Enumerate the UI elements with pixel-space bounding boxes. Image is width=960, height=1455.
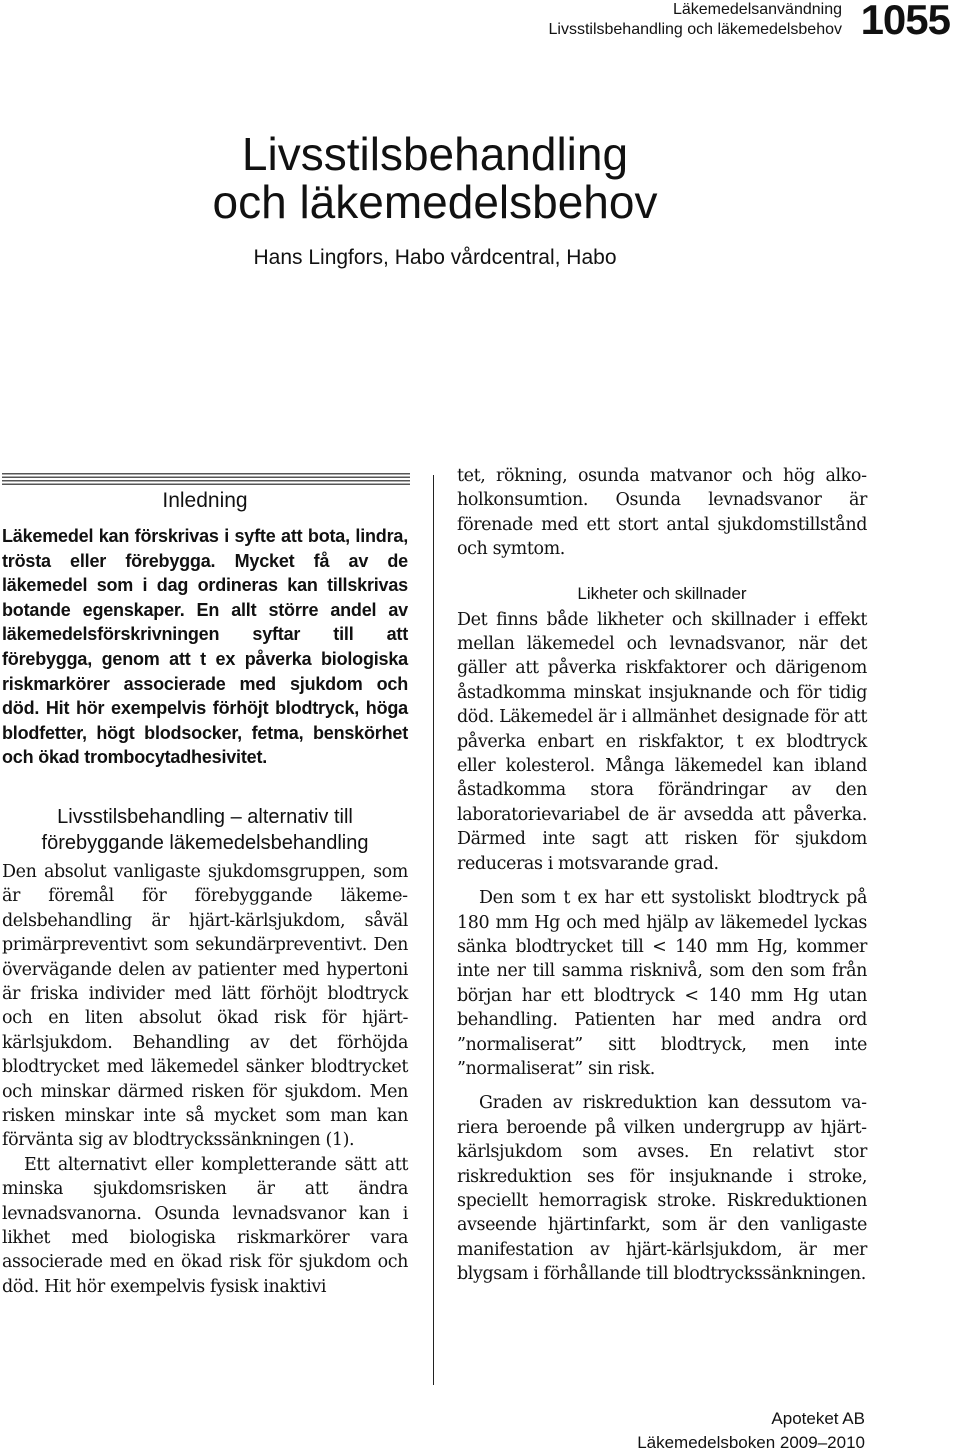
column-divider <box>433 475 434 1385</box>
running-head-section: Läkemedelsanvändning <box>672 1 842 18</box>
section2-paragraph-1: Det finns både likheter och skillnader i effekt mellan läkemedel och levnadsvanor, när det gäller att påverka riskfaktorer och därigenom åstadkomma minskat insjuknande och för tidig död. Läkemedel är i allmänhet designade för att påverka enbart en riskfaktor, t ex blodtryck eller kolesterol. Många läkemedel kan ibland åstadkomma stora förändringar av den laboratorievariabel de är avsedda att påverka. Därmed inte sagt att risken för sjukdom reduceras i motsvarande grad. <box>457 609 867 874</box>
footer-book: Läkemedelsboken 2009–2010 <box>637 1433 865 1452</box>
section1-paragraph-2-continued: tet, rökning, osunda matvanor och hög alkoholkonsumtion. Osunda levnadsvanor är förenade med ett stort antal sjukdomstillstånd och symtom. <box>457 466 867 560</box>
page-title <box>0 130 870 226</box>
section1-heading-line-2: förebyggande läkemedelsbehandling <box>41 831 369 854</box>
author-line: Hans Lingfors, Habo vårdcentral, Habo <box>253 246 617 269</box>
section1-heading <box>2 804 408 856</box>
intro-heading: Inledning <box>162 489 248 512</box>
section2-paragraph-3: Graden av riskreduktion kan dessutom variera beroende på vilken undergrupp av hjärtkärlsjukdom som avses. En relativt stor riskreduktion ses för insjuknande i stroke, speciellt hemorragisk stroke. Riskreduktionen avseende hjärtinfarkt, som är den vanligaste manifestation av hjärt-kärlsjukdom, är mer blygsam i förhållande till blodtryckssänkningen. <box>457 1093 867 1285</box>
section1-heading-line-1: Livsstilsbehandling – alternativ till <box>57 805 353 828</box>
running-head-chapter: Livsstilsbehandling och läkemedelsbehov <box>548 21 842 38</box>
section2-paragraph-2: Den som t ex har ett systoliskt blodtryck på 180 mm Hg och med hjälp av läkemedel lyckas sänka blodtrycket till < 140 mm Hg, kommer inte ner till samma risknivå, som den som från början har ett blodtryck < 140 mm Hg utan behandling. Patienten har med andra ord ”normaliserat” sitt blodtryck, men inte ”normaliserat” sin risk. <box>457 888 867 1079</box>
page-number: 1055 <box>860 0 950 43</box>
section1-paragraph-1: Den absolut vanligaste sjukdomsgruppen, som är föremål för förebyggande läkemedelsbehandling är hjärt-kärlsjukdom, såväl primärpreventivt som sekundärpreventivt. Den övervägande delen av patienter med hypertoni är friska individer med lätt förhöjt blodtryck och en liten absolut ökad risk för hjärt-kärlsjukdom. Behandling av det förhöjda blodtrycket med läkemedel sänker blodtrycket och minskar därmed risken för sjukdom. Men risken minskar inte så mycket som man kan förvänta sig av blodtryckssänkningen (1). <box>2 861 408 1151</box>
right-column <box>457 464 867 1287</box>
section2-heading: Likheter och skillnader <box>577 583 747 603</box>
section-rule <box>2 473 410 487</box>
footer-publisher: Apoteket AB <box>771 1409 865 1428</box>
title-line-1: Livsstilsbehandling <box>241 128 629 180</box>
footer <box>637 1407 865 1455</box>
left-column <box>2 488 408 1299</box>
title-line-2: och läkemedelsbehov <box>212 176 658 228</box>
section1-paragraph-2: Ett alternativt eller kompletterande sätt att minska sjukdomsrisken är att ändra levnadsvanorna. Osunda levnadsvanor kan i likhet med biologiska riskmarkörer vara associerade med en ökad risk för sjukdom och död. Hit hör exempelvis fysisk inaktivi <box>2 1154 408 1297</box>
intro-text: Läkemedel kan förskrivas i syfte att bota, lindra, trösta eller förebygga. Mycket få av de läkemedel som i dag ordineras kan tillskrivas botande egenskaper. En allt större andel av läkemedelsförskrivningen syftar till att förebygga, genom att t ex påverka biologiska riskmarkörer associerade med sjukdom och död. Hit hör exempelvis förhöjt blodtryck, höga blodfetter, högt blodsocker, fetma, benskörhet och ökad trombocytadhesivitet. <box>2 526 408 768</box>
running-head <box>548 0 842 40</box>
